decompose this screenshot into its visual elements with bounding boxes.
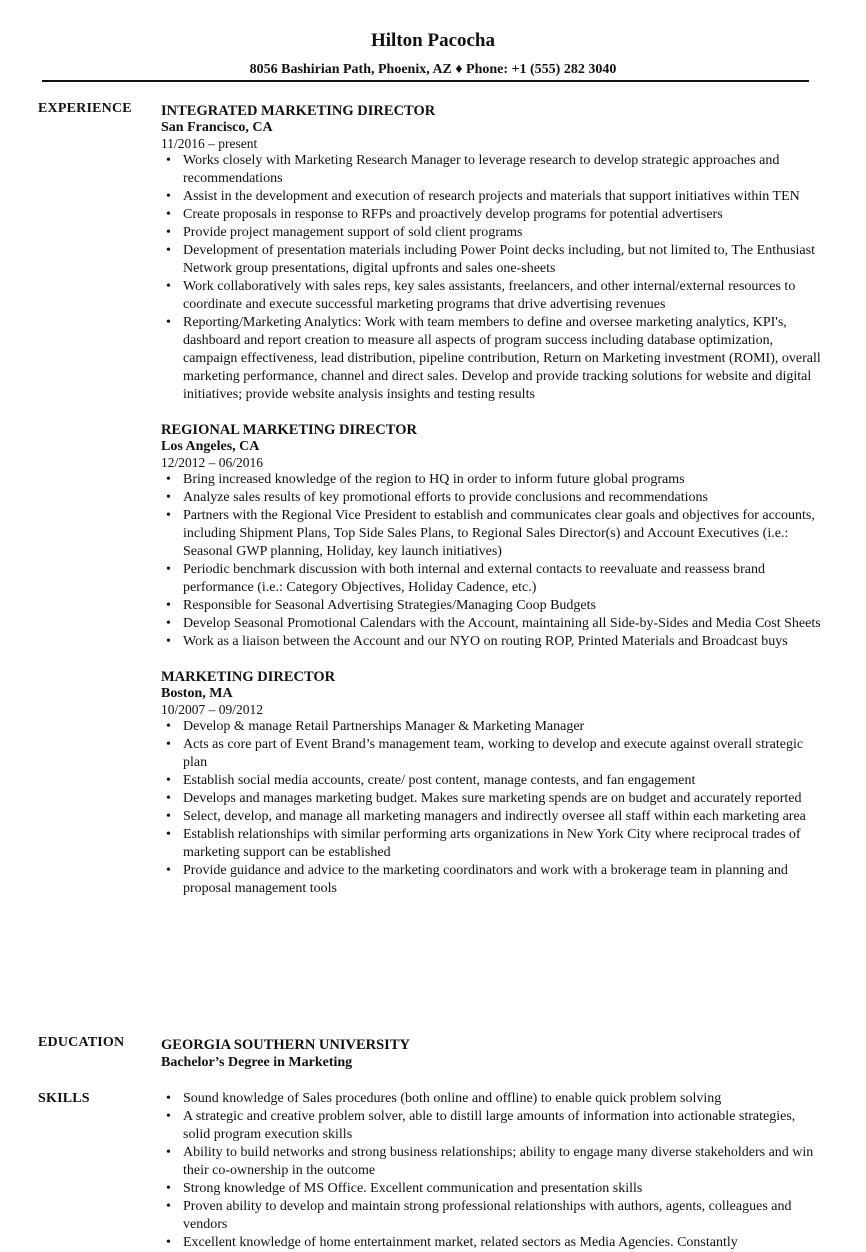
bullet-item: • Establish relationships with similar performing arts organizations in New York City where reciprocal trades of marketing support can be established	[183, 826, 821, 862]
bullet-item: • Provide guidance and advice to the marketing coordinators and work with a brokerage team in planning and proposal management tools	[183, 862, 821, 898]
bullet-item: • Periodic benchmark discussion with both internal and external contacts to reevaluate and reassess brand performance (i.e.: Category Objectives, Holiday Cadence, etc.)	[183, 561, 821, 597]
job-location: Boston, MA	[161, 686, 233, 701]
skill-item: • Proven ability to develop and maintain strong professional relationships with authors, agents, colleagues and vendors	[183, 1198, 821, 1234]
bullet-item: • Works closely with Marketing Research Manager to leverage research to develop strategic approaches and recommendations	[183, 152, 821, 188]
bullet-item: • Develop & manage Retail Partnerships Manager & Marketing Manager	[183, 718, 821, 736]
job-title: MARKETING DIRECTOR	[161, 669, 336, 685]
skills-bullets	[161, 1090, 821, 1252]
bullet-item: • Develop Seasonal Promotional Calendars with the Account, maintaining all Side-by-Sides and Media Cost Sheets	[183, 615, 821, 633]
skill-item: • Sound knowledge of Sales procedures (both online and offline) to enable quick problem solving	[183, 1090, 821, 1108]
skills-label: SKILLS	[38, 1091, 90, 1106]
job-title: INTEGRATED MARKETING DIRECTOR	[161, 103, 436, 119]
candidate-name: Hilton Pacocha	[370, 30, 496, 51]
education-label: EDUCATION	[38, 1035, 125, 1050]
education-section	[161, 1036, 821, 1072]
skill-item: • Excellent knowledge of home entertainment market, related sectors as Media Agencies. Constantly	[183, 1234, 821, 1252]
job-entry	[161, 668, 821, 898]
bullet-item: • Establish social media accounts, create/ post content, manage contests, and fan engagement	[183, 772, 821, 790]
bullet-item: • Analyze sales results of key promotional efforts to provide conclusions and recommendations	[183, 489, 821, 507]
job-entry	[161, 421, 821, 651]
contact-line: 8056 Bashirian Path, Phoenix, AZ ♦ Phone: +1 (555) 282 3040	[249, 62, 617, 77]
bullet-item: • Development of presentation materials including Power Point decks including, but not limited to, The Enthusiast Network group presentations, digital upfronts and sales one-sheets	[183, 242, 821, 278]
bullet-item: • Responsible for Seasonal Advertising Strategies/Managing Coop Budgets	[183, 597, 821, 615]
bullet-item: • Partners with the Regional Vice President to establish and communicates clear goals and objectives for accounts, including Shipment Plans, Top Side Sales Plans, to Regional Sales Director(s) and Account Executives (i.e.: Seasonal GWP planning, Holiday, key launch initiatives)	[183, 507, 821, 561]
bullet-item: • Create proposals in response to RFPs and proactively develop programs for potential advertisers	[183, 206, 821, 224]
job-bullets	[161, 471, 821, 651]
experience-section	[161, 102, 821, 915]
job-entry	[161, 102, 821, 404]
job-dates: 11/2016 – present	[161, 136, 258, 151]
skill-item: • Strong knowledge of MS Office. Excellent communication and presentation skills	[183, 1180, 821, 1198]
bullet-item: • Select, develop, and manage all marketing managers and indirectly oversee all staff within each marketing area	[183, 808, 821, 826]
header-divider	[42, 80, 809, 82]
bullet-item: • Assist in the development and execution of research projects and materials that support initiatives within TEN	[183, 188, 821, 206]
bullet-item: • Acts as core part of Event Brand’s management team, working to develop and execute against overall strategic plan	[183, 736, 821, 772]
bullet-item: • Reporting/Marketing Analytics: Work with team members to define and oversee marketing analytics, KPI's, dashboard and report creation to measure all aspects of program success including database optimization, campaign effectiveness, lead distribution, pipeline contribution, Return on Marketing investment (ROMI), overall marketing performance, channel and direct sales. Develop and provide tracking solutions for website and digital initiatives; provide website analysis insights and testing results	[183, 314, 821, 404]
school-name: GEORGIA SOUTHERN UNIVERSITY	[161, 1037, 410, 1053]
skill-item: • A strategic and creative problem solver, able to distill large amounts of information into actionable strategies, solid program execution skills	[183, 1108, 821, 1144]
job-dates: 10/2007 – 09/2012	[161, 702, 264, 717]
job-location: San Francisco, CA	[161, 120, 273, 135]
job-bullets	[161, 152, 821, 404]
bullet-item: • Work as a liaison between the Account and our NYO on routing ROP, Printed Materials and Broadcast buys	[183, 633, 821, 651]
bullet-item: • Develops and manages marketing budget. Makes sure marketing spends are on budget and accurately reported	[183, 790, 821, 808]
job-bullets	[161, 718, 821, 898]
job-dates: 12/2012 – 06/2016	[161, 455, 264, 470]
bullet-item: • Work collaboratively with sales reps, key sales assistants, freelancers, and other internal/external resources to coordinate and execute successful marketing programs that drive advertising revenues	[183, 278, 821, 314]
bullet-item: • Bring increased knowledge of the region to HQ in order to inform future global programs	[183, 471, 821, 489]
degree-name: Bachelor’s Degree in Marketing	[161, 1055, 353, 1070]
job-title: REGIONAL MARKETING DIRECTOR	[161, 422, 417, 438]
skill-item: • Ability to build networks and strong business relationships; ability to engage many diverse stakeholders and win their co-ownership in the outcome	[183, 1144, 821, 1180]
bullet-item: • Provide project management support of sold client programs	[183, 224, 821, 242]
skills-section	[161, 1090, 821, 1252]
experience-label: EXPERIENCE	[38, 101, 132, 116]
job-location: Los Angeles, CA	[161, 439, 260, 454]
